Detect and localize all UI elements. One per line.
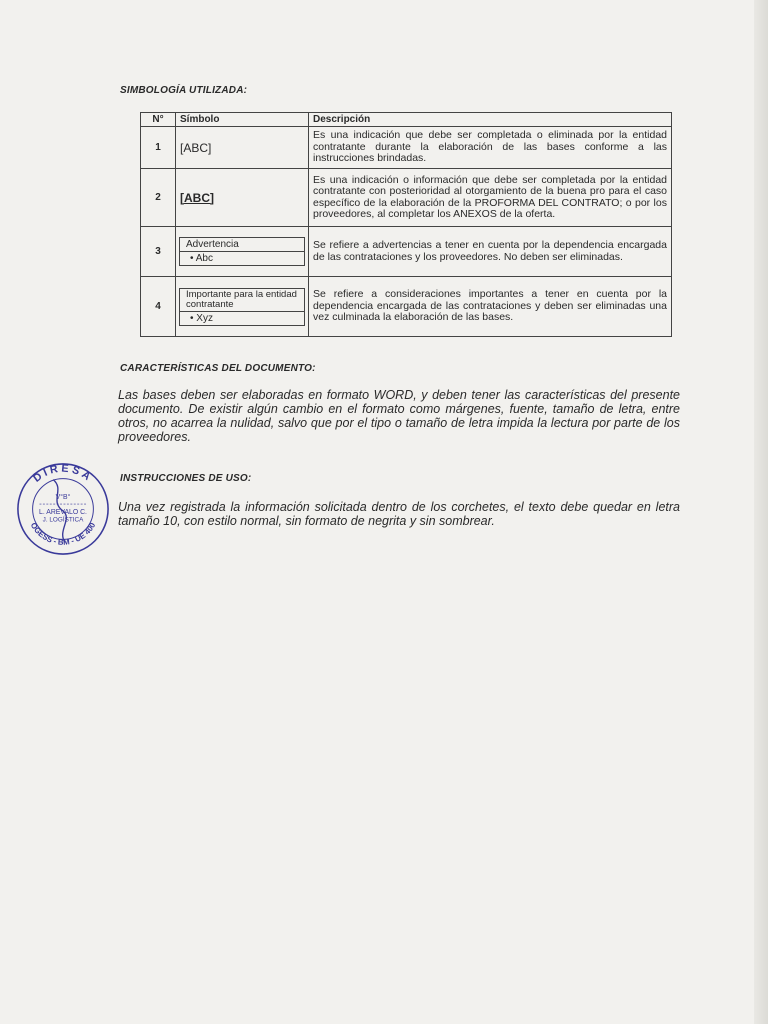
instructions-heading: INSTRUCCIONES DE USO: <box>120 473 252 484</box>
row-description: Se refiere a consideraciones importantes a tener en cuenta por la dependencia encargada de las contrataciones y deben ser eliminadas una vez culminada la elaboración de las bases. <box>309 277 672 337</box>
stamp-name: L. AREVALO C. <box>39 508 87 516</box>
characteristics-heading: CARACTERÍSTICAS DEL DOCUMENTO: <box>120 363 316 374</box>
official-stamp <box>14 460 112 558</box>
row-symbol: [ABC] <box>180 190 214 205</box>
row-symbol: [ABC] <box>176 127 309 169</box>
table-row <box>141 127 672 169</box>
table-row <box>141 169 672 227</box>
warning-box-title: Advertencia <box>186 239 239 250</box>
table-row <box>141 277 672 337</box>
important-symbol-box: Importante para la entidad contratante • Xyz <box>179 288 305 326</box>
row-num: 2 <box>141 169 176 227</box>
row-num: 1 <box>141 127 176 169</box>
table-row <box>141 227 672 277</box>
col-header-description: Descripción <box>309 113 672 127</box>
symbology-heading: SIMBOLOGÍA UTILIZADA: <box>120 85 248 96</box>
svg-text:DIRESA <box>31 462 95 484</box>
important-box-bullet: Xyz <box>196 312 213 324</box>
stamp-ring-bottom: OGESS - BM - UE 400 <box>28 521 98 547</box>
row-num: 3 <box>141 227 176 277</box>
stamp-dept: J. LOGÍSTICA <box>42 516 84 524</box>
col-header-symbol: Símbolo <box>176 113 309 127</box>
row-description: Es una indicación o información que debe ser completada por la entidad contratante con posterioridad al otorgamiento de la buena pro para el caso específico de la elaboración de la PROFORMA DEL CONTRATO; o por los proveedores, al completar los ANEXOS de la oferta. <box>309 169 672 227</box>
col-header-num: N° <box>141 113 176 127</box>
stamp-ring-left: DIRESA <box>31 462 95 485</box>
symbology-table <box>140 112 672 337</box>
table-header-row <box>141 113 672 127</box>
important-box-title: Importante para la entidad contratante <box>186 288 297 310</box>
instructions-text: Una vez registrada la información solicitada dentro de los corchetes, el texto debe quedar en letra tamaño 10, con estilo normal, sin formato de negrita y sin sombrear. <box>118 500 680 528</box>
warning-box-bullet: Abc <box>195 253 213 264</box>
row-description: Se refiere a advertencias a tener en cuenta por la dependencia encargada de las contrataciones y los proveedores. No deben ser eliminadas. <box>309 227 672 277</box>
stamp-vb: V°B° <box>55 494 71 502</box>
row-num: 4 <box>141 277 176 337</box>
row-description: Es una indicación que debe ser completada o eliminada por la entidad contratante durante la elaboración de las bases conforme a las instrucciones brindadas. <box>309 127 672 169</box>
page-edge-shadow <box>754 0 768 1024</box>
warning-symbol-box: Advertencia • Abc <box>179 237 305 266</box>
characteristics-text: Las bases deben ser elaboradas en formato WORD, y deben tener las características del presente documento. De existir algún cambio en el formato como márgenes, fuente, tamaño de letra, entre otros, no acarrea la nulidad, salvo que por el tipo o tamaño de letra impida la lectura por parte de los proveedores. <box>118 388 680 444</box>
